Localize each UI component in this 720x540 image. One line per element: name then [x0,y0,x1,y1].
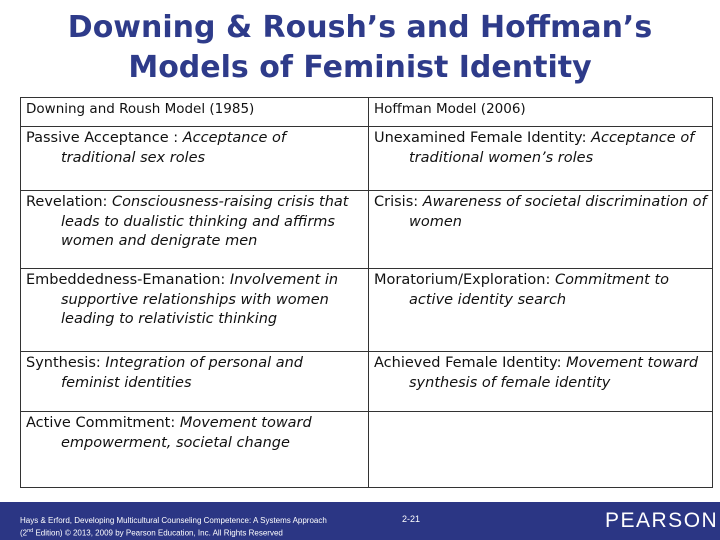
stage-description: Commitment to active identity search [409,272,669,308]
stage-term: Achieved Female Identity: [374,355,567,371]
stage-term: Revelation: [26,194,113,210]
stage-cell [369,352,713,412]
table-row [21,191,713,269]
table-row [21,352,713,412]
stage-term: Crisis: [374,194,423,210]
stage-description: Movement toward synthesis of female identity [409,355,699,391]
stage-description: Movement toward empowerment, societal change [61,415,312,451]
stage-cell [21,191,369,269]
stage-cell [21,412,369,488]
citation-line-1: Hays & Erford, Developing Multicultural Counseling Competence: A Systems Approach [20,516,327,525]
stage-description: Consciousness-raising crisis that leads to dualistic thinking and affirms women and denigrate men [61,194,349,249]
stage-cell [21,352,369,412]
stage-description: Awareness of societal discrimination of women [409,194,707,230]
stage-cell [369,191,713,269]
pearson-logo: PEARSON [605,509,719,532]
stage-term: Active Commitment: [26,415,180,431]
stage-description: Involvement in supportive relationships with women leading to relativistic thinking [61,272,339,327]
stage-term: Unexamined Female Identity: [374,130,592,146]
footer-bar [0,502,720,540]
stage-description: Integration of personal and feminist identities [61,355,304,391]
stage-description: Acceptance of traditional sex roles [61,130,286,166]
header-downing-roush: Downing and Roush Model (1985) [21,98,369,127]
table-row [21,269,713,352]
stage-description: Acceptance of traditional women’s roles [409,130,695,166]
stage-cell [21,269,369,352]
slide-title-line-2: Models of Feminist Identity [128,50,592,85]
citation-edition-number: (2 [20,528,28,538]
stage-term: Embeddedness-Emanation: [26,272,230,288]
table-row [21,127,713,191]
page-number: 2-21 [402,514,421,524]
table-header-row [21,98,713,127]
citation-line-2 [20,526,327,539]
stage-cell [369,127,713,191]
header-hoffman: Hoffman Model (2006) [369,98,713,127]
models-table [20,97,713,488]
stage-term: Synthesis: [26,355,106,371]
stage-cell [21,127,369,191]
citation-edition-suffix: nd [27,528,34,534]
footer-citation [20,515,327,539]
stage-term: Passive Acceptance : [26,130,183,146]
stage-cell [369,269,713,352]
citation-copyright: Edition) © 2013, 2009 by Pearson Education, Inc. All Rights Reserved [33,528,283,538]
table-row [21,412,713,488]
stage-cell-empty [369,412,713,488]
slide-title-line-1: Downing & Roush’s and Hoffman’s [67,10,653,45]
stage-term: Moratorium/Exploration: [374,272,555,288]
slide-title [0,8,720,88]
